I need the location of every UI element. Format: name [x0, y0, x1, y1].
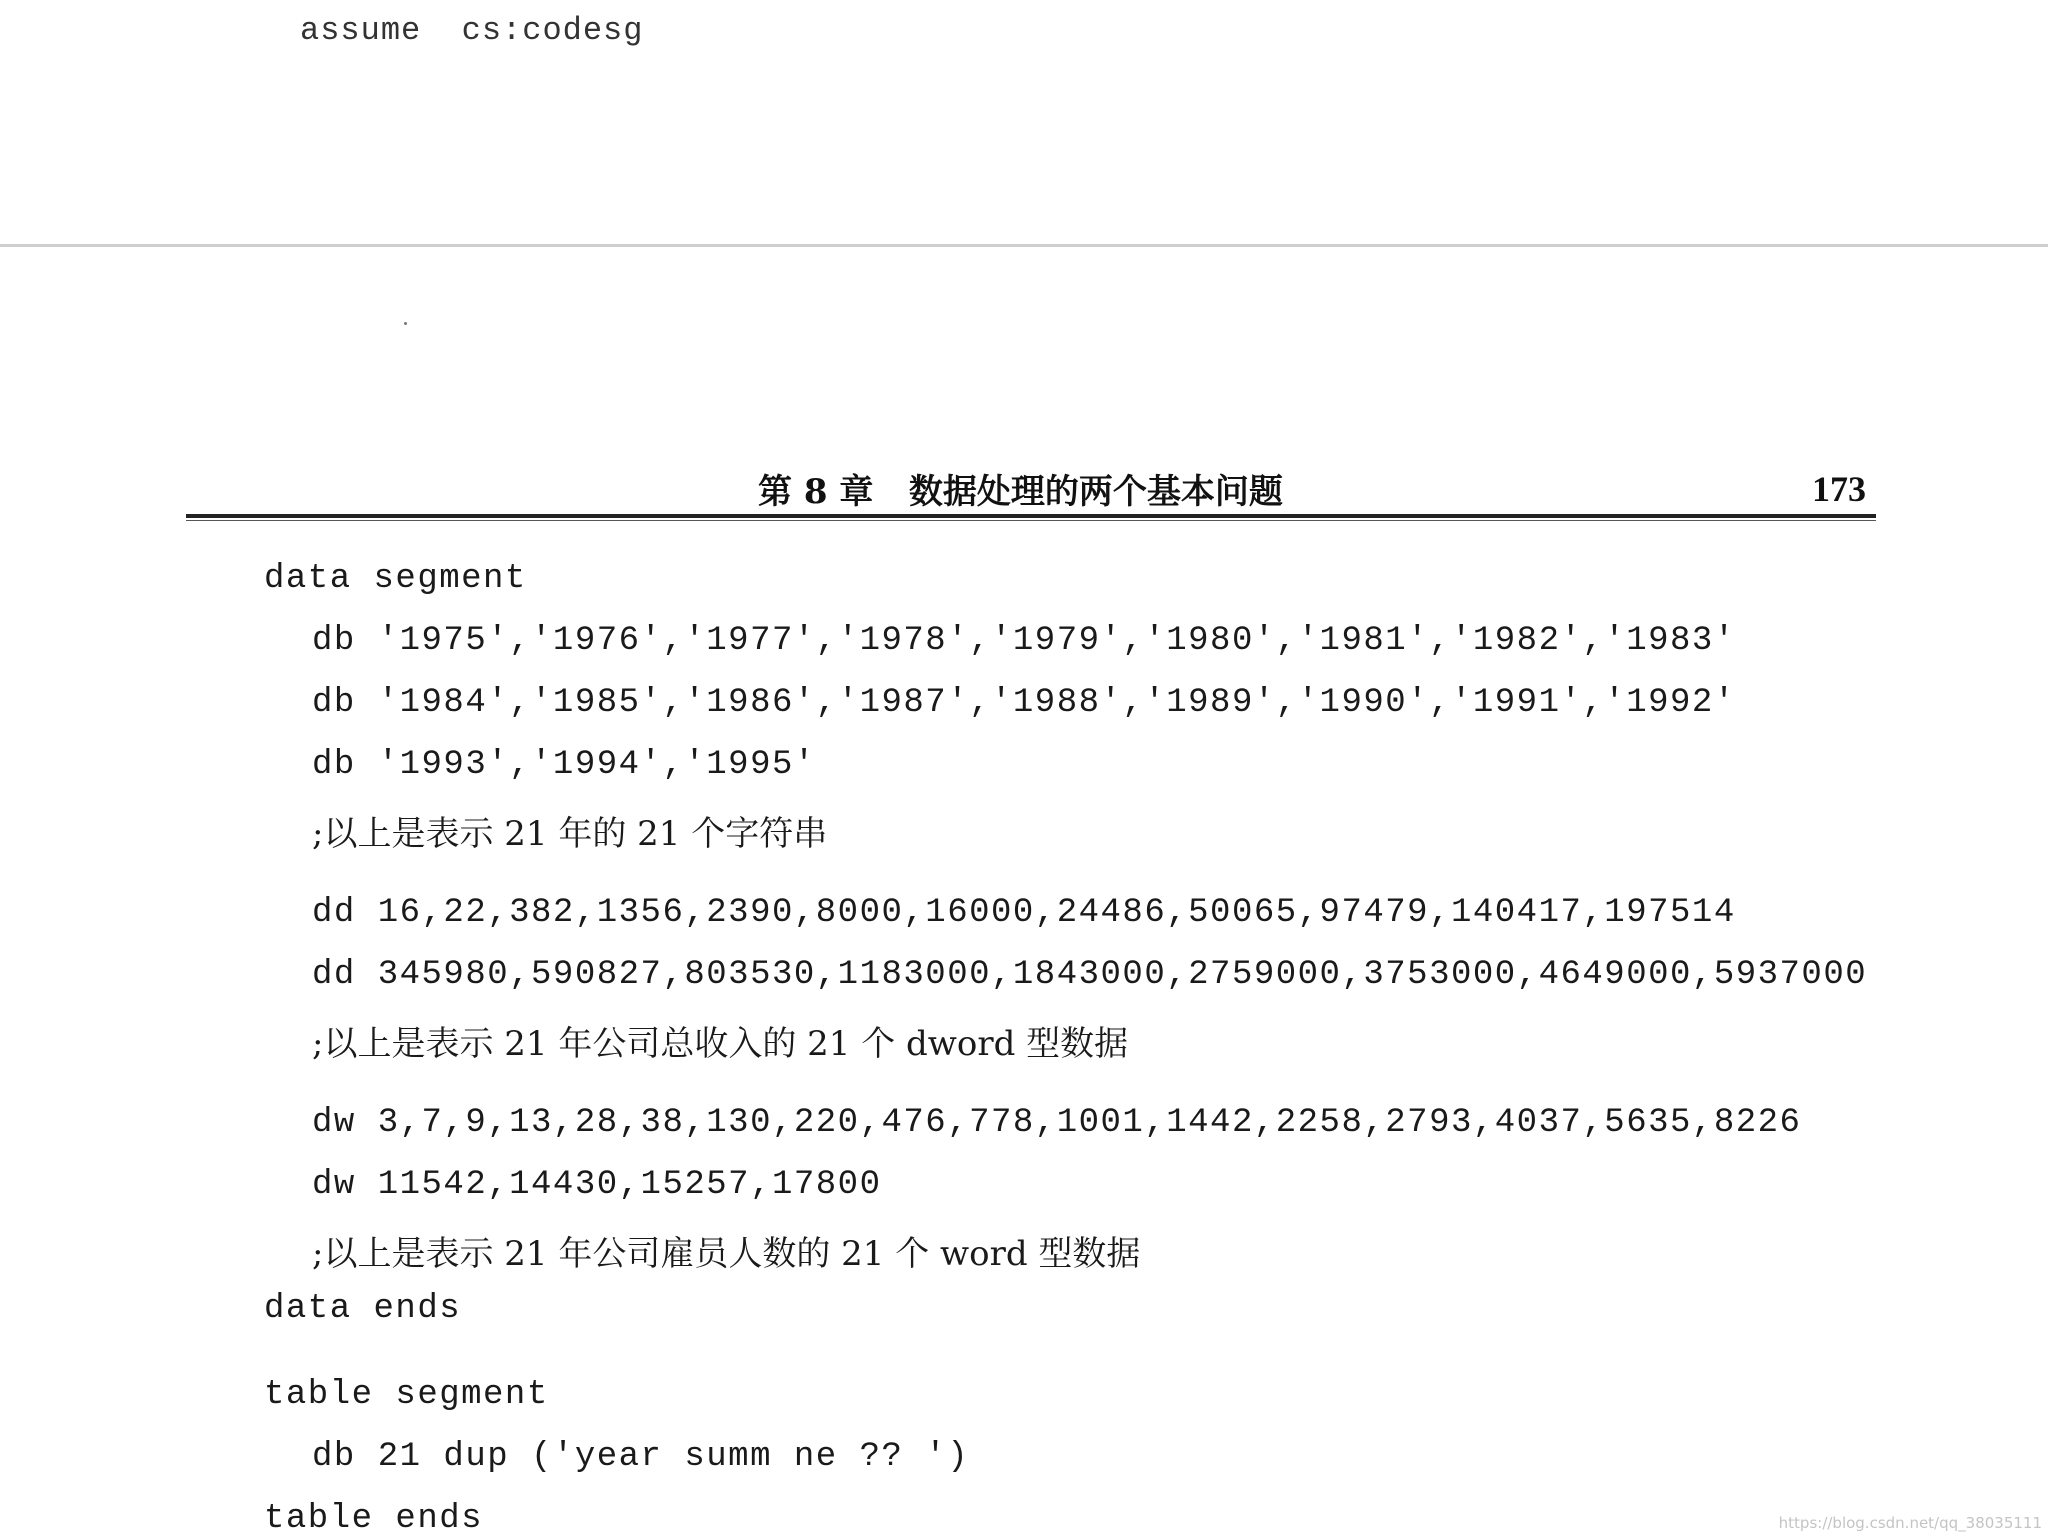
- code-comment-revenue: ;以上是表示 21 年公司总收入的 21 个 dword 型数据: [312, 1024, 1129, 1064]
- top-code-line: assume cs:codesg: [300, 12, 644, 49]
- code-line-dd-revenue-1: dd 16,22,382,1356,2390,8000,16000,24486,50065,97479,140417,197514: [312, 894, 1736, 932]
- code-line-table-segment: table segment: [264, 1376, 549, 1414]
- code-line-db-years-1: db '1975','1976','1977','1978','1979','1980','1981','1982','1983': [312, 622, 1736, 660]
- code-line-data-segment: data segment: [264, 560, 527, 598]
- code-comment-years: ;以上是表示 21 年的 21 个字符串: [312, 814, 828, 854]
- code-line-db-dup: db 21 dup ('year summ ne ?? '): [312, 1438, 970, 1476]
- code-line-db-years-3: db '1993','1994','1995': [312, 746, 816, 784]
- code-line-dd-revenue-2: dd 345980,590827,803530,1183000,1843000,2759000,3753000,4649000,5937000: [312, 956, 1868, 994]
- code-line-table-ends: table ends: [264, 1500, 484, 1538]
- header-rule: [186, 514, 1876, 518]
- header-rule-thin: [186, 520, 1876, 521]
- scan-speck: [404, 322, 407, 325]
- book-header: [186, 460, 1876, 516]
- code-comment-employees: ;以上是表示 21 年公司雇员人数的 21 个 word 型数据: [312, 1234, 1141, 1274]
- code-line-data-ends: data ends: [264, 1290, 462, 1328]
- code-line-db-years-2: db '1984','1985','1986','1987','1988','1989','1990','1991','1992': [312, 684, 1736, 722]
- page-separator: [0, 244, 2048, 247]
- page-number: 173: [1812, 469, 1866, 509]
- chapter-title: 第 8 章 数据处理的两个基本问题: [758, 472, 1283, 512]
- code-line-dw-employees-1: dw 3,7,9,13,28,38,130,220,476,778,1001,1442,2258,2793,4037,5635,8226: [312, 1104, 1802, 1142]
- watermark-text: https://blog.csdn.net/qq_38035111: [1778, 1514, 2042, 1532]
- code-line-dw-employees-2: dw 11542,14430,15257,17800: [312, 1166, 882, 1204]
